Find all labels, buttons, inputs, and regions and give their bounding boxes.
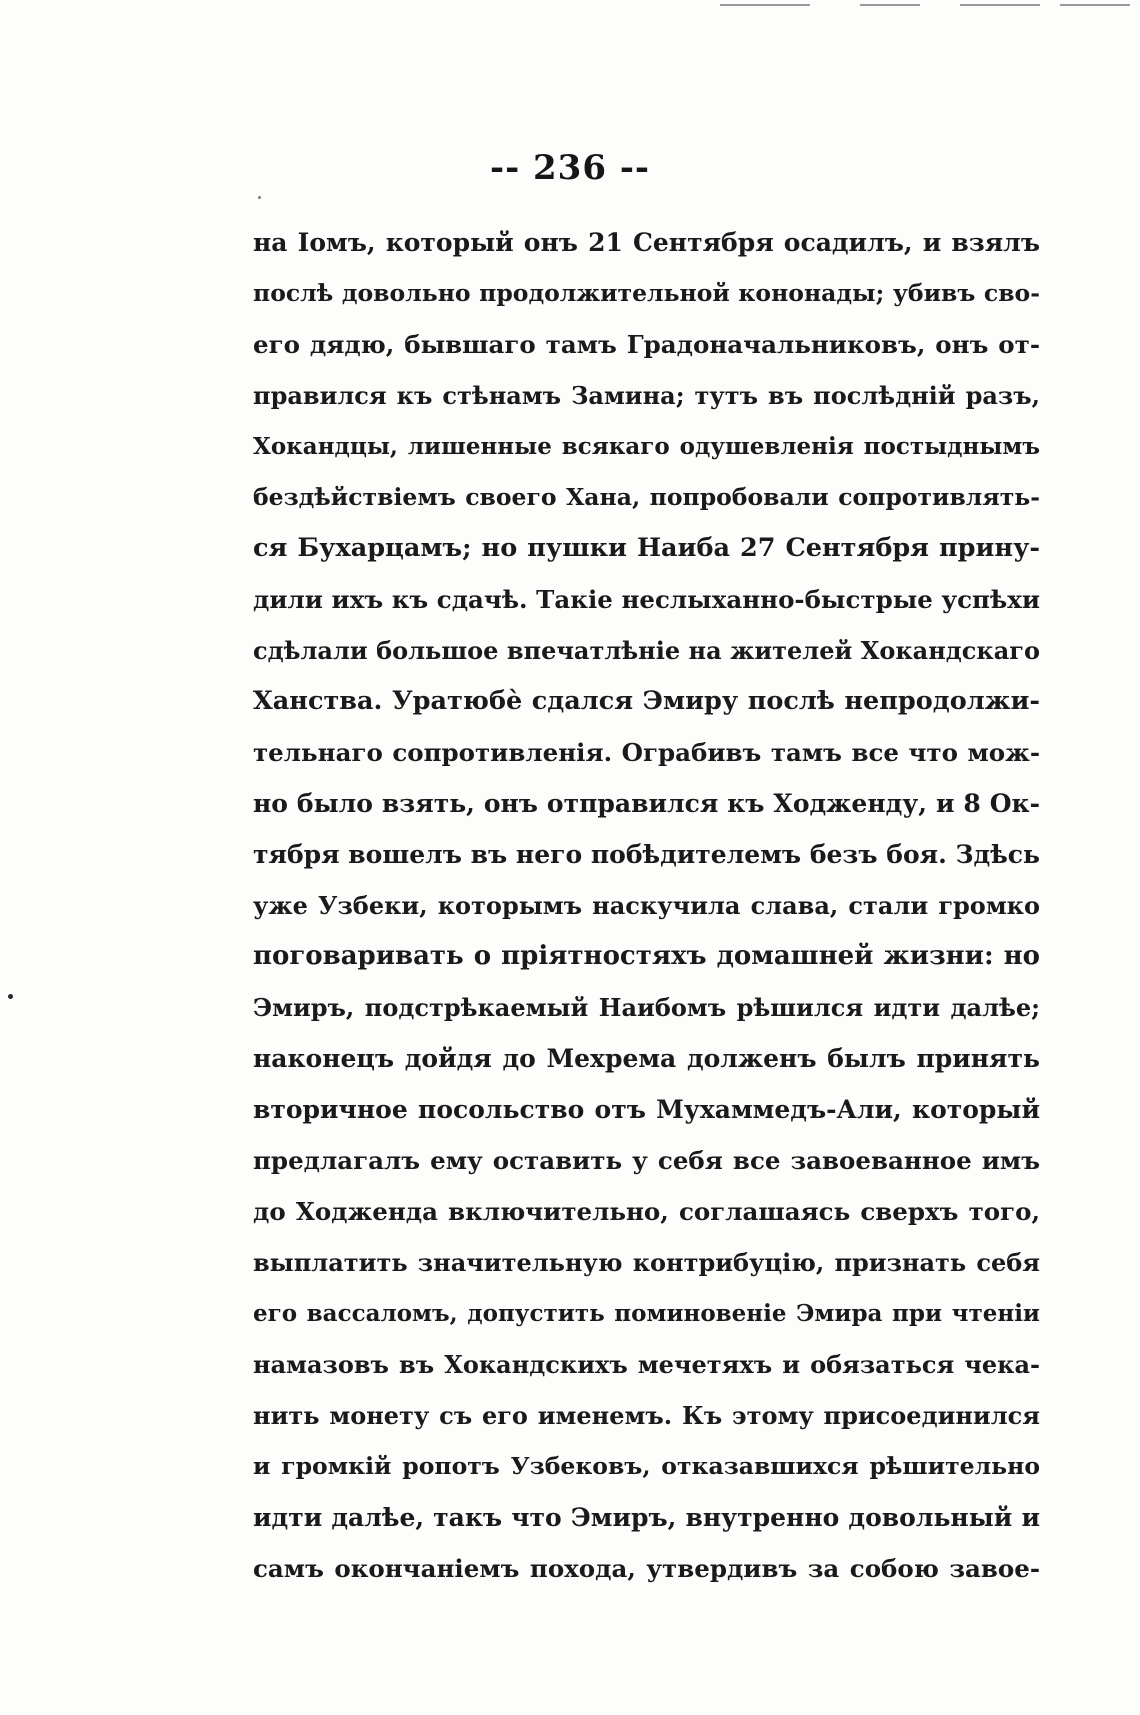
text-line: нить монету съ его именемъ. Къ этому присоединился	[253, 1401, 1040, 1430]
text-line: дили ихъ къ сдачѣ. Такіе неслыханно-быстрые успѣхи	[253, 585, 1040, 614]
text-line: тября вошелъ въ него побѣдителемъ безъ боя. Здѣсь	[253, 840, 1040, 869]
text-line: уже Узбеки, которымъ наскучила слава, стали громко	[253, 891, 1040, 920]
text-line: до Ходженда включительно, соглашаясь сверхъ того,	[253, 1197, 1040, 1226]
text-line: Ханства. Уратюбѐ сдался Эмиру послѣ непродолжи-	[253, 686, 1040, 716]
text-line: сдѣлали большое впечатлѣніе на жителей Хокандскаго	[253, 636, 1040, 665]
scan-speck	[258, 196, 261, 199]
text-line: самъ окончаніемъ похода, утвердивъ за собою завое-	[253, 1554, 1040, 1583]
text-line: послѣ довольно продолжительной кононады; убивъ сво-	[253, 279, 1040, 307]
text-line: поговаривать о пріятностяхъ домашней жизни: но	[253, 941, 1040, 971]
text-line: выплатить значительную контрибуцію, признать себя	[253, 1248, 1040, 1277]
text-line: идти далѣе, такъ что Эмиръ, внутренно довольный и	[253, 1503, 1040, 1532]
text-line: его дядю, бывшаго тамъ Градоначальниковъ, онъ от-	[253, 330, 1040, 359]
text-line: и громкій ропотъ Узбековъ, отказавшихся рѣшительно	[253, 1452, 1040, 1480]
text-line: тельнаго сопротивленія. Ограбивъ тамъ все что мож-	[253, 738, 1040, 767]
text-line: намазовъ въ Хокандскихъ мечетяхъ и обязаться чека-	[253, 1350, 1040, 1379]
text-line: его вассаломъ, допустить поминовеніе Эмира при чтеніи	[253, 1300, 1040, 1327]
text-line: наконецъ дойдя до Мехрема долженъ былъ принять	[253, 1044, 1040, 1073]
page-number: -- 236 --	[489, 148, 651, 188]
text-line: правился къ стѣнамъ Замина; тутъ въ послѣдній разъ,	[253, 381, 1040, 410]
text-line: ся Бухарцамъ; но пушки Наиба 27 Сентября прину-	[253, 533, 1040, 563]
scan-speck	[8, 994, 13, 999]
body-text	[253, 217, 1040, 1594]
text-line: предлагалъ ему оставить у себя все завоеванное имъ	[253, 1146, 1040, 1175]
text-line: на Іомъ, который онъ 21 Сентября осадилъ, и взялъ	[253, 228, 1040, 257]
text-line: бездѣйствіемъ своего Хана, попробовали сопротивлять-	[253, 483, 1040, 511]
text-line: вторичное посольство отъ Мухаммедъ-Али, который	[253, 1095, 1040, 1124]
scan-edge-marks	[600, 4, 1140, 10]
text-line: Эмиръ, подстрѣкаемый Наибомъ рѣшился идти далѣе;	[253, 993, 1040, 1022]
text-line: но было взять, онъ отправился къ Ходженду, и 8 Ок-	[253, 789, 1040, 818]
text-line: Хокандцы, лишенные всякаго одушевленія постыднымъ	[253, 433, 1040, 460]
